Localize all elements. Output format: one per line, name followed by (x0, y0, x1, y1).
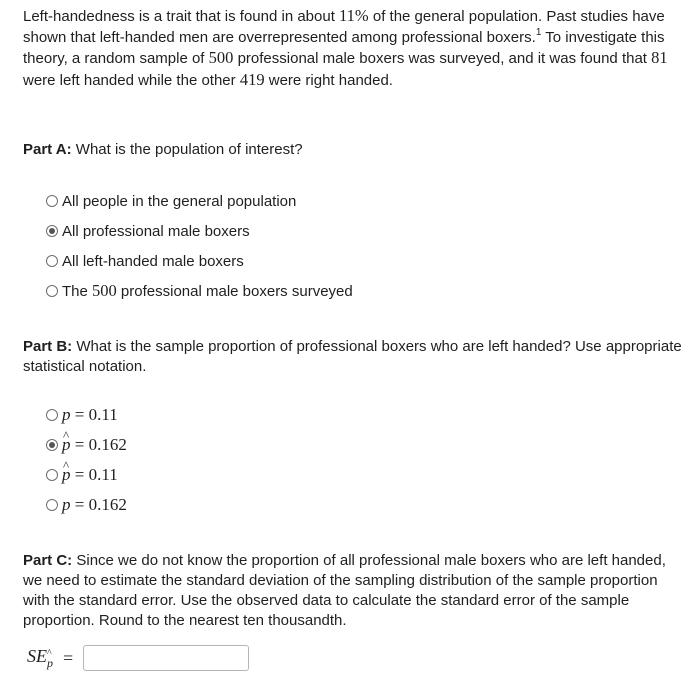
standard-error-symbol: SE^ p (27, 646, 53, 671)
radio-button-selected[interactable] (46, 439, 58, 451)
part-b-option[interactable]: ^ p = 0.11 (46, 460, 688, 490)
radio-button[interactable] (46, 255, 58, 267)
part-c-question: Part C: Since we do not know the proportion of all professional male boxers who are left handed, we need to estimate the standard deviation of the sampling distribution of the sample proportion with the standard error. Use the observed data to calculate the standard error of the sample proportion. Round to the nearest ten thousandth. (23, 552, 666, 629)
part-a-option[interactable]: The 500 professional male boxers surveyed (46, 276, 688, 306)
part-b-option[interactable]: p = 0.162 (46, 490, 688, 520)
part-b-option[interactable]: p = 0.11 (46, 400, 688, 430)
part-b-options (46, 400, 688, 520)
standard-error-input[interactable] (83, 645, 249, 671)
part-b-option[interactable]: ^ p = 0.162 (46, 430, 688, 460)
radio-button[interactable] (46, 285, 58, 297)
part-a-question: Part A: What is the population of interest? (23, 141, 303, 158)
part-b-question: Part B: What is the sample proportion of professional boxers who are left handed? Use appropriate statistical notation. (23, 338, 682, 375)
radio-button[interactable] (46, 499, 58, 511)
part-a-option[interactable]: All left-handed male boxers (46, 246, 688, 276)
radio-button[interactable] (46, 195, 58, 207)
radio-button[interactable] (46, 409, 58, 421)
part-a-options (46, 186, 688, 306)
intro-paragraph: Left-handedness is a trait that is found in about 11% of the general population. Past studies have shown that left-handed men are overrepresented among professional boxers.$^1$ To investigate this theory, a random sample of 500 professional male boxers was surveyed, and it was found that 81 were left handed while the other 419 were right handed. (23, 6, 668, 89)
standard-error-answer-row: SE^ p = (27, 645, 688, 671)
part-a-option[interactable]: All people in the general population (46, 186, 688, 216)
part-a-option[interactable]: All professional male boxers (46, 216, 688, 246)
radio-button[interactable] (46, 469, 58, 481)
problem-page (23, 6, 688, 671)
radio-button-selected[interactable] (46, 225, 58, 237)
footnote-marker: 1 (535, 26, 542, 38)
